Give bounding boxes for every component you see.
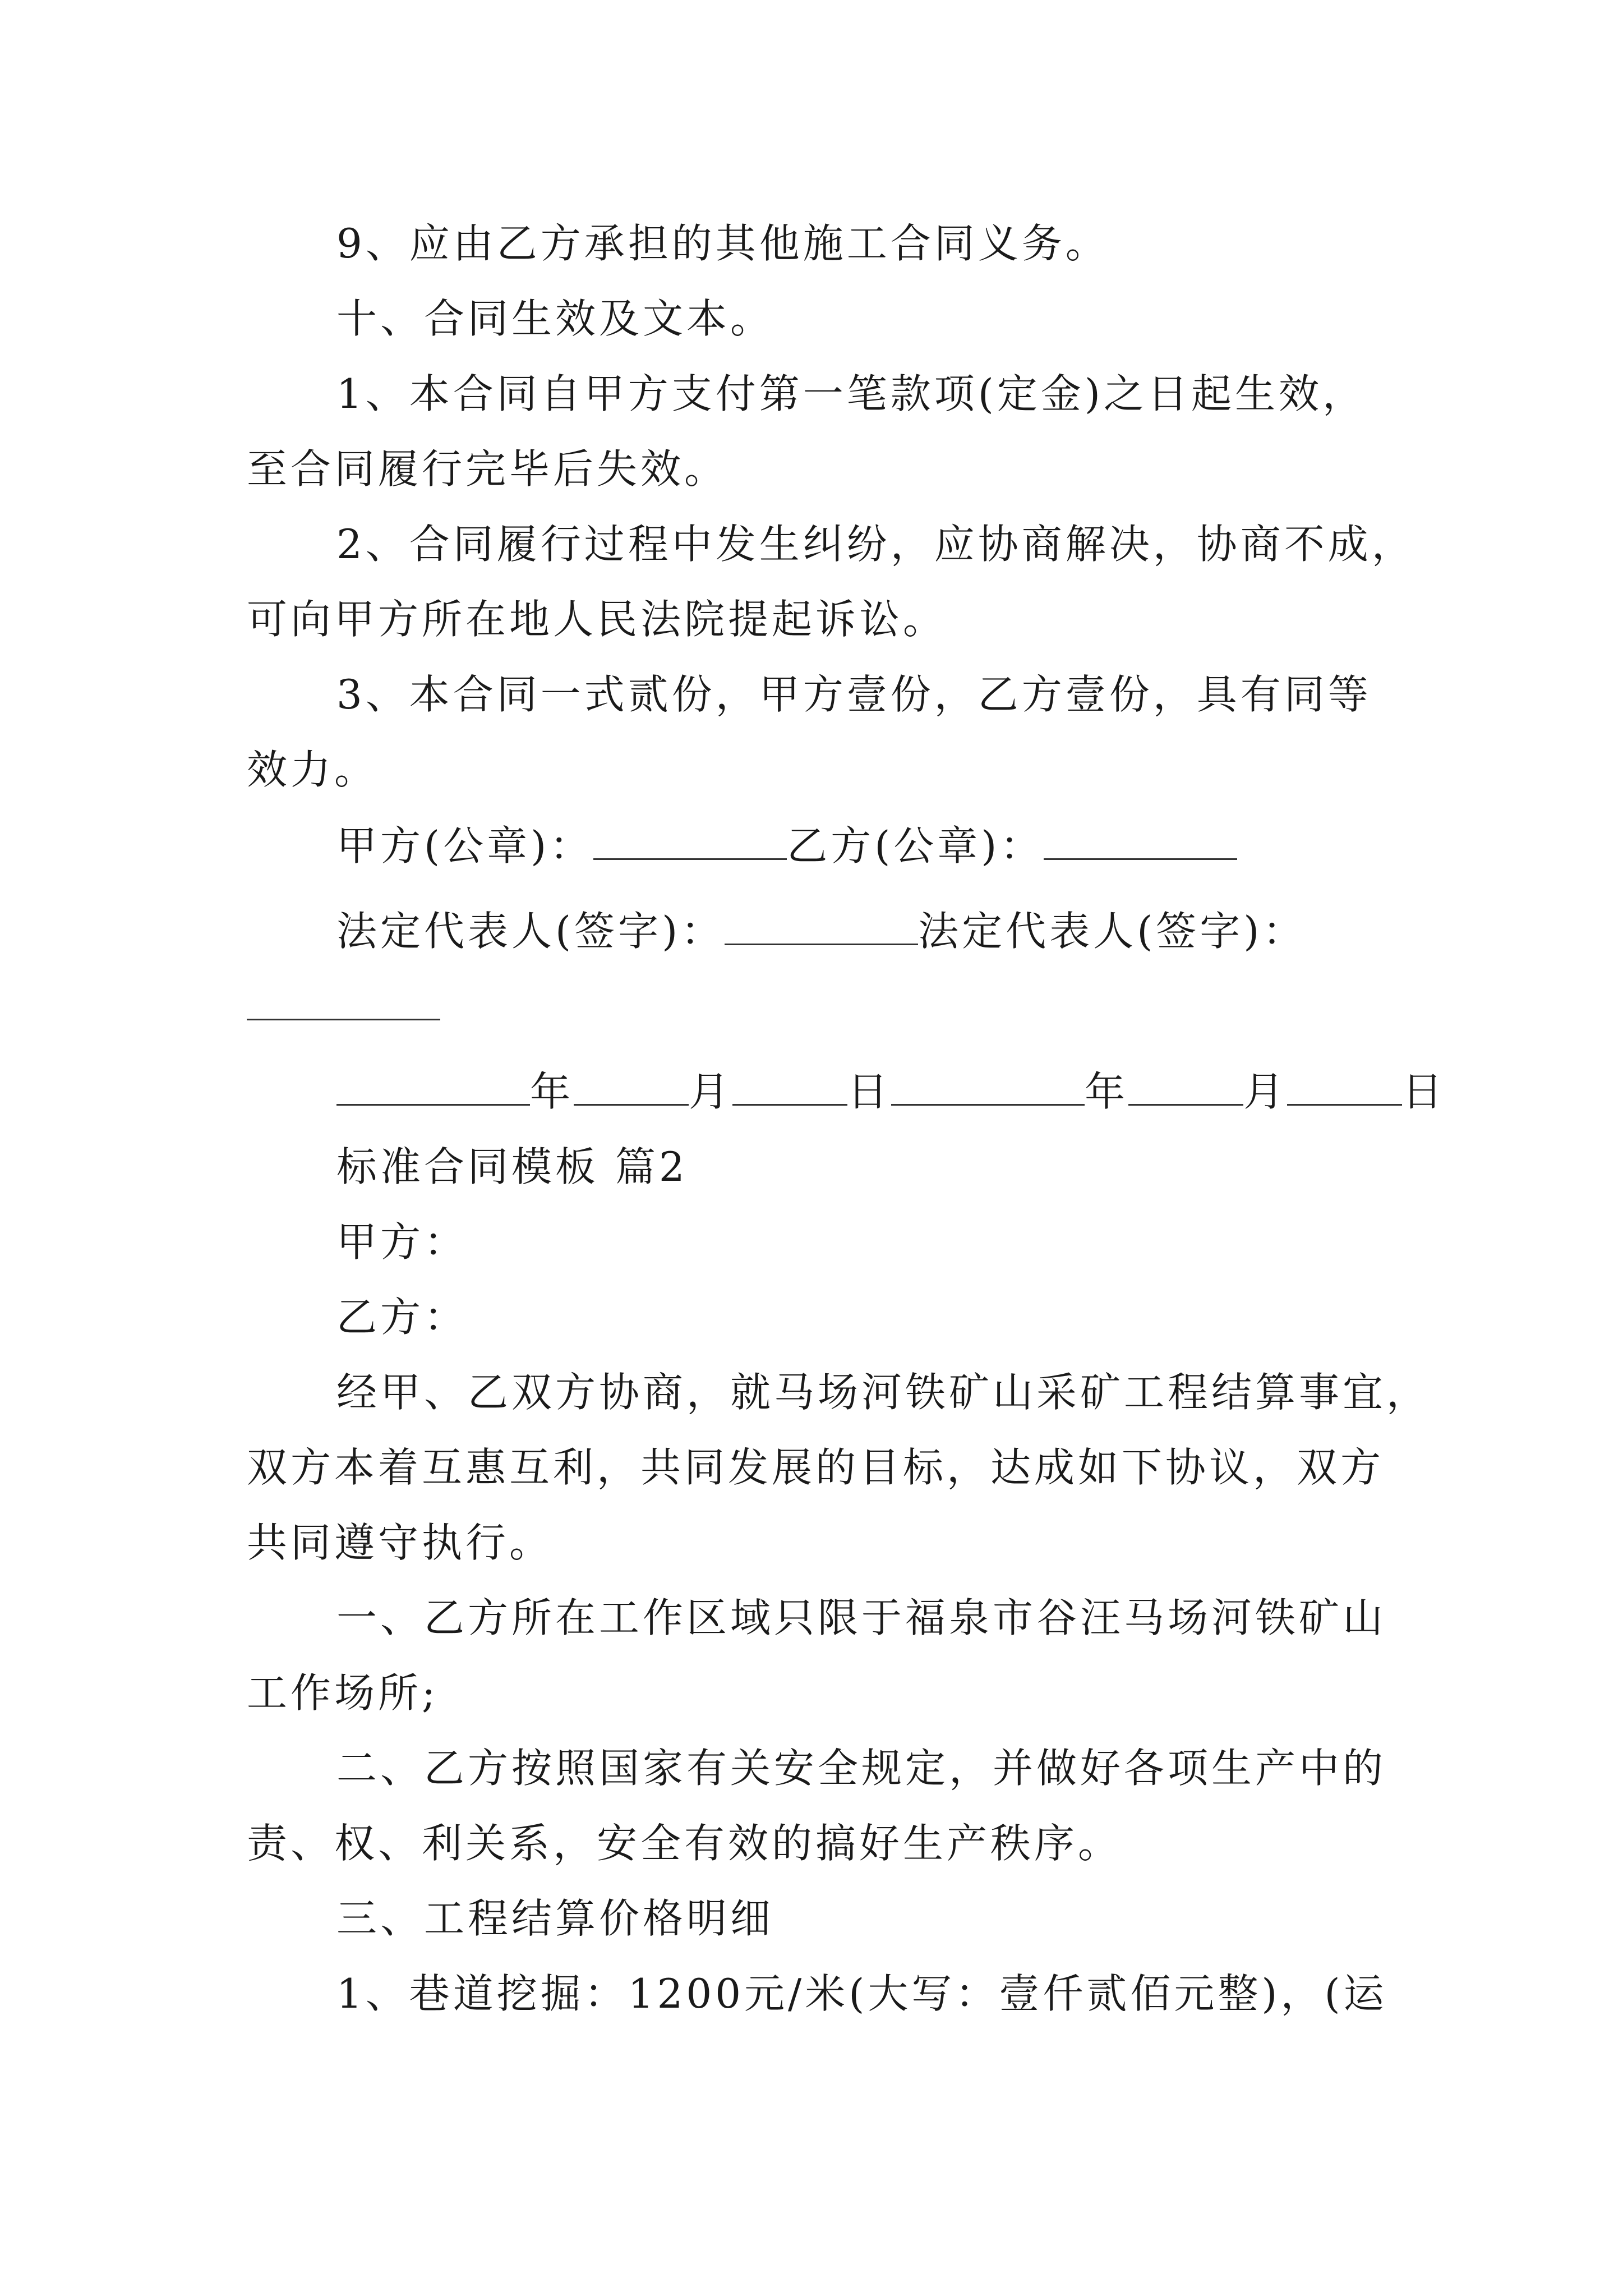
party-b-seal-blank (1044, 826, 1237, 860)
clause-10-1: 1、本合同自甲方支付第一笔款项(定金)之日起生效， (336, 370, 1366, 417)
clause-10-3: 3、本合同一式贰份，甲方壹份，乙方壹份，具有同等 (336, 671, 1372, 718)
clause-3-1: 1、巷道挖掘：1200元/米(大写：壹仟贰佰元整)，(运 (336, 1970, 1387, 2017)
party-b-label: 乙方： (336, 1294, 468, 1341)
clause-1: 一、乙方所在工作区域只限于福泉市谷汪马场河铁矿山 (336, 1594, 1387, 1641)
party-b-rep-label: 法定代表人(签字)： (918, 908, 1307, 955)
party-b-rep-blank-row (247, 979, 1396, 1033)
clause-2: 二、乙方按照国家有关安全规定，并做好各项生产中的 (336, 1745, 1387, 1792)
party-b-rep-blank (247, 986, 440, 1020)
representative-row (336, 904, 1486, 958)
party-a-rep-label: 法定代表人(签字)： (336, 908, 725, 955)
date-b-month-blank (1128, 1071, 1243, 1106)
date-b-day-blank (1287, 1071, 1402, 1106)
seal-row (336, 819, 1486, 873)
date-a-month-label: 月 (689, 1068, 733, 1115)
section-10-heading: 十、合同生效及文本。 (336, 295, 774, 342)
party-a-rep-blank (725, 911, 918, 945)
clause-9: 9、应由乙方承担的其他施工合同义务。 (336, 220, 1109, 267)
date-row (336, 1065, 1486, 1119)
clause-3-heading: 三、工程结算价格明细 (336, 1895, 774, 1942)
party-a-label: 甲方： (336, 1218, 468, 1266)
date-a-year-label: 年 (530, 1068, 574, 1115)
clause-10-2: 2、合同履行过程中发生纠纷，应协商解决，协商不成， (336, 521, 1415, 568)
date-a-day-label: 日 (847, 1068, 892, 1115)
party-a-seal-label: 甲方(公章)： (336, 822, 594, 869)
preamble-line-1: 经甲、乙双方协商，就马场河铁矿山采矿工程结算事宜， (336, 1369, 1431, 1416)
section-2-title: 标准合同模板 篇2 (336, 1143, 688, 1190)
clause-1-cont: 工作场所; (247, 1669, 439, 1717)
date-b-year-label: 年 (1085, 1068, 1129, 1115)
date-b-year-blank (891, 1071, 1085, 1106)
date-a-month-blank (574, 1071, 689, 1106)
clause-10-1-cont: 至合同履行完毕后失效。 (247, 445, 728, 493)
preamble-line-2: 双方本着互惠互利，共同发展的目标，达成如下协议，双方 (247, 1444, 1385, 1491)
date-a-day-blank (732, 1071, 847, 1106)
date-a-year-blank (336, 1071, 530, 1106)
date-b-day-label: 日 (1402, 1068, 1446, 1115)
date-b-month-label: 月 (1243, 1068, 1288, 1115)
preamble-line-3: 共同遵守执行。 (247, 1519, 554, 1566)
party-b-seal-label: 乙方(公章)： (787, 822, 1044, 869)
party-a-seal-blank (593, 826, 787, 860)
clause-10-3-cont: 效力。 (247, 746, 379, 793)
clause-10-2-cont: 可向甲方所在地人民法院提起诉讼。 (247, 596, 947, 643)
clause-2-cont: 责、权、利关系，安全有效的搞好生产秩序。 (247, 1820, 1122, 1867)
